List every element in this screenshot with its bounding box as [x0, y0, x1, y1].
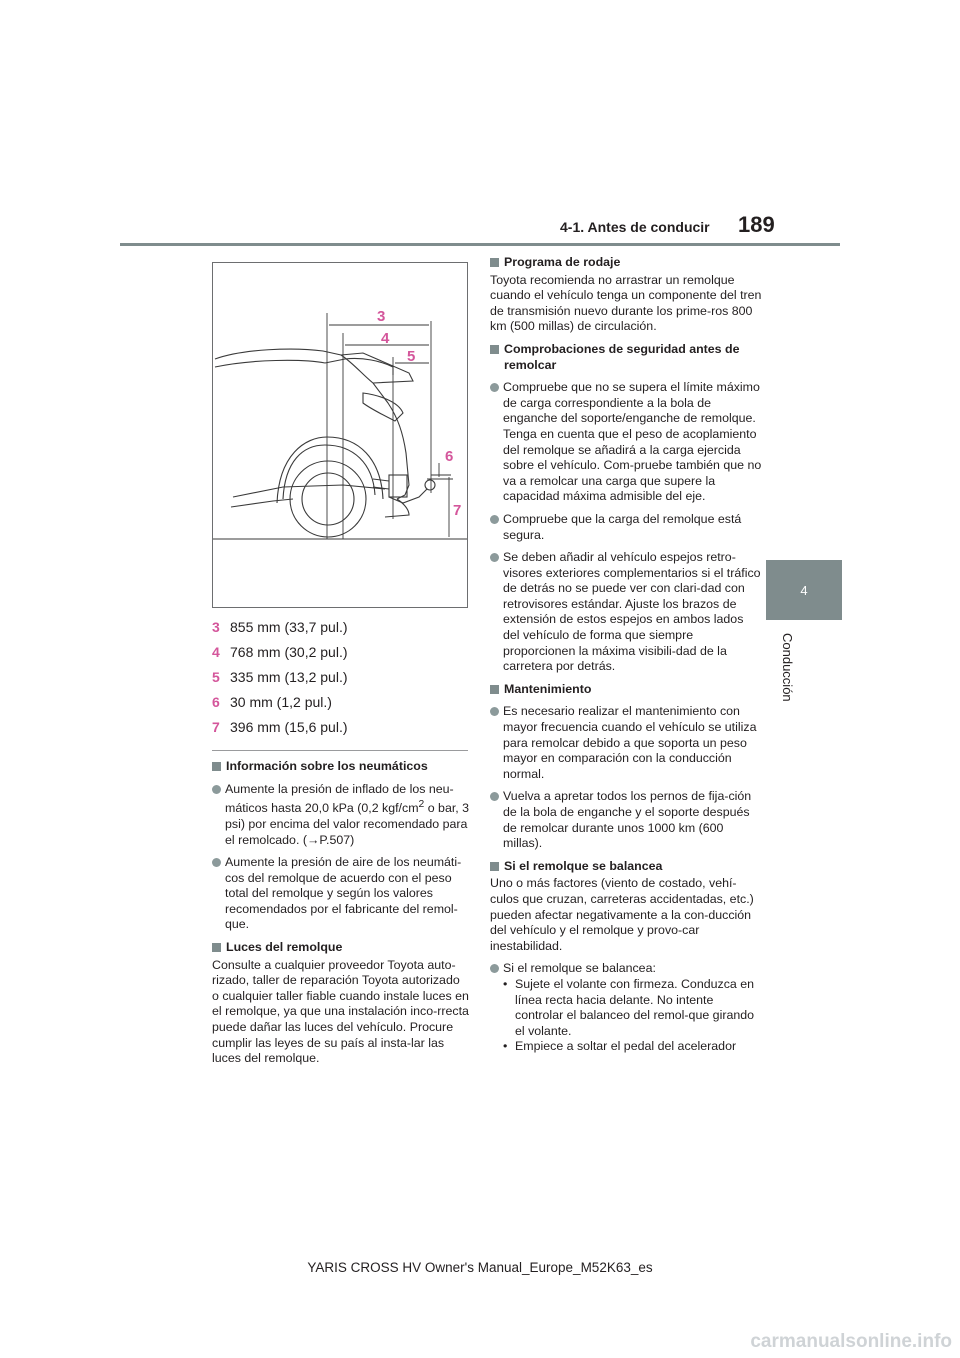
dimension-row: 3 855 mm (33,7 pul.)	[212, 618, 348, 635]
figure-label-5: 5	[407, 348, 416, 365]
sway-heading: Si el remolque se balancea	[490, 859, 762, 875]
dimension-list	[212, 614, 348, 739]
maintenance-heading: Mantenimiento	[490, 682, 762, 698]
tires-heading: Información sobre los neumáticos	[212, 759, 470, 775]
vehicle-rear-illustration	[213, 263, 467, 607]
sway-subitem: • Empiece a soltar el pedal del acelerador	[503, 1039, 737, 1054]
maintenance-bullet-2: Vuelva a apretar todos los pernos de fija-ción de la bola de enganche y el soporte después de remolcar durante unos 1000 km (600 millas).	[490, 789, 762, 851]
safety-bullet-1: Compruebe que no se supera el límite máximo de carga correspondiente a la bola de enganche del soporte/enganche de remolque. Tenga en cuenta que el peso de acoplamiento del remolque se añadirá a la carga ejercida sobre el vehículo. Com-pruebe también que no va a remolcar una carga que supere la capacidad máxima admisible del eje.	[490, 380, 762, 505]
figure-label-7: 7	[453, 502, 462, 519]
safety-bullet-3: Se deben añadir al vehículo espejos retro-visores exteriores complementarios si el tráfico de detrás no se puede ver con clari-dad con retrovisores estándar. Ajuste los brazos de extensión de estos espejos en ambos lados del vehículo de forma que siempre proporcionen la máxima visibili-dad de la carretera por detrás.	[490, 550, 762, 675]
dimension-row: 7 396 mm (15,6 pul.)	[212, 718, 348, 735]
circle-bullet-icon	[490, 515, 499, 524]
figure-label-6: 6	[445, 448, 454, 465]
figure-label-3: 3	[377, 308, 386, 325]
sway-text: Uno o más factores (viento de costado, vehí-culos que cruzan, carreteras accidentadas, etc.) pueden afectar negativamente a la con-ducción del vehículo y el remolque y provo-car inestabilidad.	[490, 876, 754, 953]
right-column	[490, 248, 762, 1055]
circle-bullet-icon	[490, 707, 499, 716]
section-title: 4-1. Antes de conducir	[560, 219, 710, 235]
circle-bullet-icon	[490, 964, 499, 973]
safety-bullet-2: Compruebe que la carga del remolque está segura.	[490, 512, 762, 543]
square-bullet-icon	[490, 258, 499, 267]
square-bullet-icon	[490, 685, 499, 694]
sway-subitem: • Sujete el volante con firmeza. Conduzca en línea recta hacia delante. No intente controlar el balanceo del remol-que girando el volante.	[503, 976, 755, 1038]
chapter-tab[interactable]	[766, 560, 842, 620]
sway-bullet-1: Si el remolque se balancea: • Sujete el volante con firmeza. Conduzca en línea recta hacia delante. No intente controlar el balanceo del remol-que girando el volante. • Empiece a soltar el pedal del acelerador	[490, 961, 762, 1055]
square-bullet-icon	[490, 345, 499, 354]
figure-label-4: 4	[381, 330, 390, 347]
tires-bullet-1: Aumente la presión de inflado de los neu-máticos hasta 20,0 kPa (0,2 kgf/$cm^2$ o bar, 3 psi) por encima del valor recomendado para el remolcado. (→P.507)	[212, 782, 470, 849]
run-in-heading: Programa de rodaje	[490, 255, 762, 271]
dimension-row: 4 768 mm (30,2 pul.)	[212, 643, 348, 660]
circle-bullet-icon	[490, 553, 499, 562]
maintenance-bullet-1: Es necesario realizar el mantenimiento con mayor frecuencia cuando el vehículo se utiliza para remolcar debido a que soporta un peso mayor en comparación con la conducción normal.	[490, 704, 762, 782]
page-footer: YARIS CROSS HV Owner's Manual_Europe_M52K63_es	[307, 1260, 653, 1275]
watermark: carmanualsonline.info	[750, 1331, 952, 1352]
square-bullet-icon	[212, 762, 221, 771]
towing-dimensions-figure	[212, 262, 468, 608]
square-bullet-icon	[212, 943, 221, 952]
run-in-text: Toyota recomienda no arrastrar un remolque cuando el vehículo tenga un componente del tren de transmisión nuevo durante los prime-ros 800 km (500 millas) de circulación.	[490, 272, 762, 334]
circle-bullet-icon	[212, 858, 221, 867]
section-divider	[212, 750, 468, 751]
header-divider	[120, 243, 840, 246]
lights-text: Consulte a cualquier proveedor Toyota auto-rizado, taller de reparación Toyota autorizado o cualquier taller fiable cuando instale luces en el remolque, ya que una instalación inco-rrecta puede dañar las luces del vehículo. Procure cumplir las leyes de su país al insta-lar las luces del remolque.	[212, 957, 469, 1066]
circle-bullet-icon	[490, 383, 499, 392]
tires-bullet-2: Aumente la presión de aire de los neumáti-cos del remolque de acuerdo con el peso total del remolque y según los valores recomendados por el fabricante del remol-que.	[212, 855, 470, 933]
lights-heading: Luces del remolque	[212, 940, 470, 956]
circle-bullet-icon	[212, 785, 221, 794]
circle-bullet-icon	[490, 792, 499, 801]
chapter-tab-number: 4	[800, 582, 808, 598]
page-number: 189	[738, 212, 775, 237]
dimension-row: 6 30 mm (1,2 pul.)	[212, 693, 332, 710]
chapter-tab-label: Conducción	[780, 633, 795, 702]
square-bullet-icon	[490, 862, 499, 871]
safety-heading: Comprobaciones de seguridad antes de remolcar	[490, 342, 762, 373]
dimension-row: 5 335 mm (13,2 pul.)	[212, 668, 348, 685]
left-column	[212, 752, 470, 1067]
